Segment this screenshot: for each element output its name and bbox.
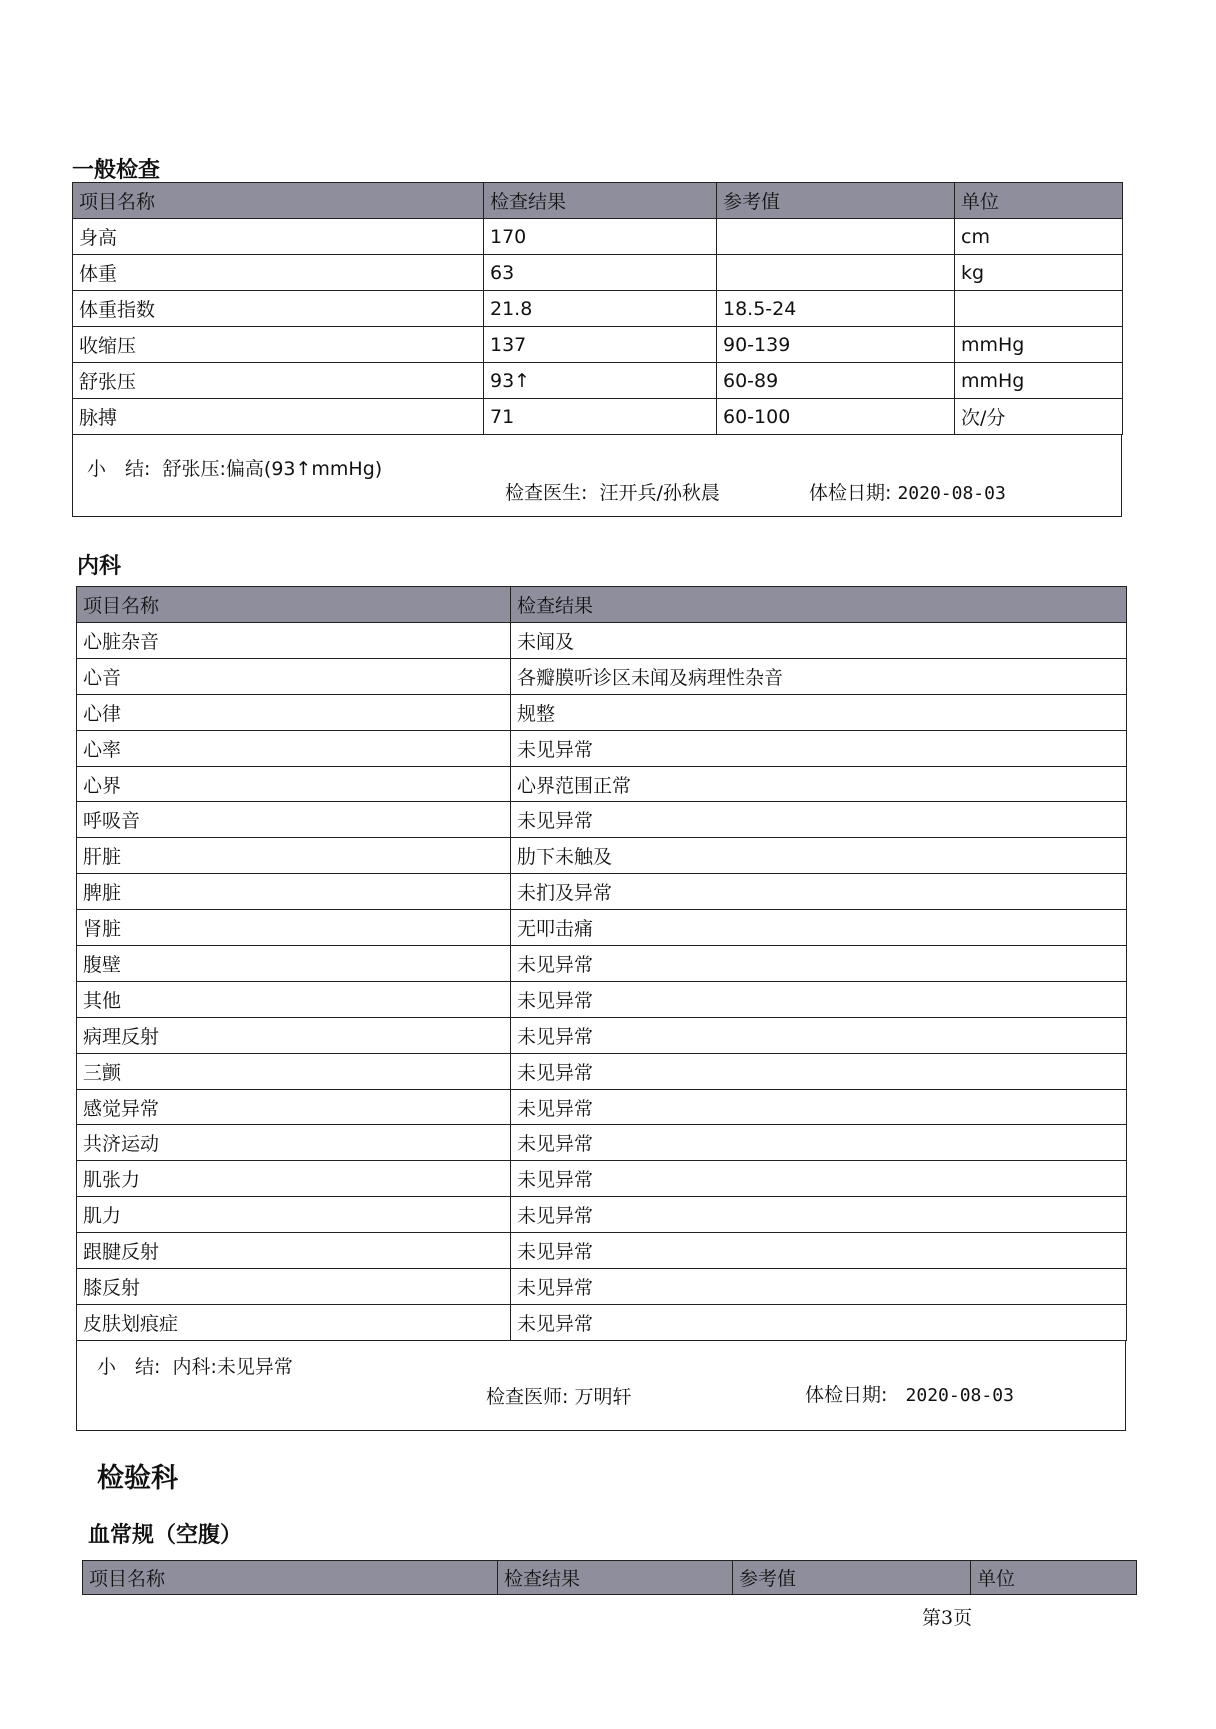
- table-row: [77, 1089, 1127, 1125]
- item-name: 肝脏: [77, 838, 511, 874]
- table-row: [73, 219, 1123, 255]
- item-result: 未见异常: [511, 1197, 1127, 1233]
- general-exam-table: [72, 182, 1123, 435]
- item-name: 肌张力: [77, 1161, 511, 1197]
- item-result: 未见异常: [511, 1017, 1127, 1053]
- date-label: 体检日期:: [805, 1384, 888, 1406]
- table-row: [77, 730, 1127, 766]
- table-row: [77, 1233, 1127, 1269]
- table-row: [77, 1017, 1127, 1053]
- header-reference: 参考值: [717, 183, 955, 219]
- doctor-label: 检查医师:: [486, 1386, 569, 1408]
- exam-date: 2020-08-03: [905, 1385, 1014, 1406]
- item-name: 三颤: [77, 1053, 511, 1089]
- item-name: 心率: [77, 730, 511, 766]
- item-unit: mmHg: [955, 363, 1123, 399]
- page-number: 第3页: [922, 1607, 973, 1629]
- item-result: 21.8: [484, 291, 717, 327]
- table-row: [77, 1269, 1127, 1305]
- internal-exam-summary: [97, 1352, 293, 1379]
- item-result: 未见异常: [511, 1089, 1127, 1125]
- item-name: 心脏杂音: [77, 623, 511, 659]
- item-result: 71: [484, 399, 717, 435]
- internal-exam-summary-box: [76, 1340, 1126, 1431]
- item-name: 其他: [77, 981, 511, 1017]
- item-name: 感觉异常: [77, 1089, 511, 1125]
- item-unit: mmHg: [955, 327, 1123, 363]
- table-row: [73, 363, 1123, 399]
- table-row: [77, 1197, 1127, 1233]
- general-exam-date: [809, 478, 1006, 505]
- table-row: [73, 291, 1123, 327]
- item-result: 肋下未触及: [511, 838, 1127, 874]
- internal-exam-table: [76, 586, 1127, 1341]
- item-name: 共济运动: [77, 1125, 511, 1161]
- internal-exam-title: 内科: [77, 554, 122, 579]
- item-result: 137: [484, 327, 717, 363]
- item-name: 体重: [73, 255, 484, 291]
- general-exam-title: 一般检查: [72, 158, 161, 183]
- item-name: 腹壁: [77, 946, 511, 982]
- item-reference: 60-100: [717, 399, 955, 435]
- item-name: 皮肤划痕症: [77, 1304, 511, 1340]
- header-item-name: 项目名称: [77, 587, 511, 623]
- table-row: [77, 658, 1127, 694]
- item-result: 170: [484, 219, 717, 255]
- item-reference: 90-139: [717, 327, 955, 363]
- table-row: [77, 1161, 1127, 1197]
- item-name: 肾脏: [77, 910, 511, 946]
- item-result: 未见异常: [511, 1269, 1127, 1305]
- table-row: [77, 838, 1127, 874]
- item-result: 93↑: [484, 363, 717, 399]
- item-name: 体重指数: [73, 291, 484, 327]
- header-result: 检查结果: [511, 587, 1127, 623]
- summary-text: 内科:未见异常: [172, 1356, 293, 1378]
- item-result: 未见异常: [511, 1161, 1127, 1197]
- summary-label: 小 结:: [97, 1356, 161, 1378]
- table-row: [73, 327, 1123, 363]
- item-unit: 次/分: [955, 399, 1123, 435]
- general-exam-doctor: [505, 478, 720, 505]
- internal-exam-date: [805, 1380, 1014, 1407]
- item-reference: [717, 255, 955, 291]
- lab-section-title: 检验科: [97, 1463, 178, 1494]
- table-row: [77, 694, 1127, 730]
- table-row: [77, 946, 1127, 982]
- table-row: [77, 981, 1127, 1017]
- item-result: 未见异常: [511, 1233, 1127, 1269]
- item-name: 肌力: [77, 1197, 511, 1233]
- table-row: [77, 623, 1127, 659]
- lab-table: [82, 1560, 1137, 1595]
- header-reference: 参考值: [733, 1561, 971, 1595]
- item-result: 63: [484, 255, 717, 291]
- item-name: 身高: [73, 219, 484, 255]
- general-exam-summary-box: [72, 434, 1122, 517]
- table-row: [77, 1053, 1127, 1089]
- table-row: [77, 1304, 1127, 1340]
- table-row: [77, 1125, 1127, 1161]
- internal-exam-doctor: [486, 1382, 631, 1409]
- table-row: [77, 766, 1127, 802]
- item-result: 未见异常: [511, 1053, 1127, 1089]
- item-unit: cm: [955, 219, 1123, 255]
- item-result: 未见异常: [511, 1125, 1127, 1161]
- item-name: 舒张压: [73, 363, 484, 399]
- table-row: [73, 255, 1123, 291]
- header-item-name: 项目名称: [73, 183, 484, 219]
- item-reference: 18.5-24: [717, 291, 955, 327]
- general-exam-summary: [87, 454, 382, 481]
- item-unit: kg: [955, 255, 1123, 291]
- table-row: [73, 399, 1123, 435]
- item-result: 规整: [511, 694, 1127, 730]
- item-name: 心律: [77, 694, 511, 730]
- summary-label: 小 结:: [87, 458, 151, 480]
- item-result: 心界范围正常: [511, 766, 1127, 802]
- exam-date: 2020-08-03: [897, 483, 1006, 504]
- doctor-name: 汪开兵/孙秋晨: [599, 482, 720, 504]
- item-result: 未见异常: [511, 1304, 1127, 1340]
- table-row: [77, 802, 1127, 838]
- header-unit: 单位: [955, 183, 1123, 219]
- internal-exam-header-row: [77, 587, 1127, 623]
- item-reference: 60-89: [717, 363, 955, 399]
- header-result: 检查结果: [498, 1561, 733, 1595]
- item-name: 脉搏: [73, 399, 484, 435]
- header-result: 检查结果: [484, 183, 717, 219]
- item-result: 各瓣膜听诊区未闻及病理性杂音: [511, 658, 1127, 694]
- item-name: 脾脏: [77, 874, 511, 910]
- item-result: 未见异常: [511, 730, 1127, 766]
- item-result: 未扪及异常: [511, 874, 1127, 910]
- item-result: 无叩击痛: [511, 910, 1127, 946]
- date-label: 体检日期:: [809, 482, 892, 504]
- header-item-name: 项目名称: [83, 1561, 498, 1595]
- item-name: 心界: [77, 766, 511, 802]
- doctor-name: 万明轩: [574, 1386, 632, 1408]
- item-result: 未闻及: [511, 623, 1127, 659]
- lab-header-row: [83, 1561, 1137, 1595]
- item-reference: [717, 219, 955, 255]
- item-result: 未见异常: [511, 946, 1127, 982]
- item-name: 收缩压: [73, 327, 484, 363]
- table-row: [77, 910, 1127, 946]
- item-name: 膝反射: [77, 1269, 511, 1305]
- general-exam-header-row: [73, 183, 1123, 219]
- item-unit: [955, 291, 1123, 327]
- item-name: 跟腱反射: [77, 1233, 511, 1269]
- header-unit: 单位: [971, 1561, 1137, 1595]
- item-result: 未见异常: [511, 981, 1127, 1017]
- item-result: 未见异常: [511, 802, 1127, 838]
- summary-text: 舒张压:偏高(93↑mmHg): [162, 458, 383, 480]
- item-name: 心音: [77, 658, 511, 694]
- item-name: 病理反射: [77, 1017, 511, 1053]
- table-row: [77, 874, 1127, 910]
- item-name: 呼吸音: [77, 802, 511, 838]
- doctor-label: 检查医生:: [505, 482, 588, 504]
- lab-subtitle: 血常规（空腹）: [88, 1523, 243, 1548]
